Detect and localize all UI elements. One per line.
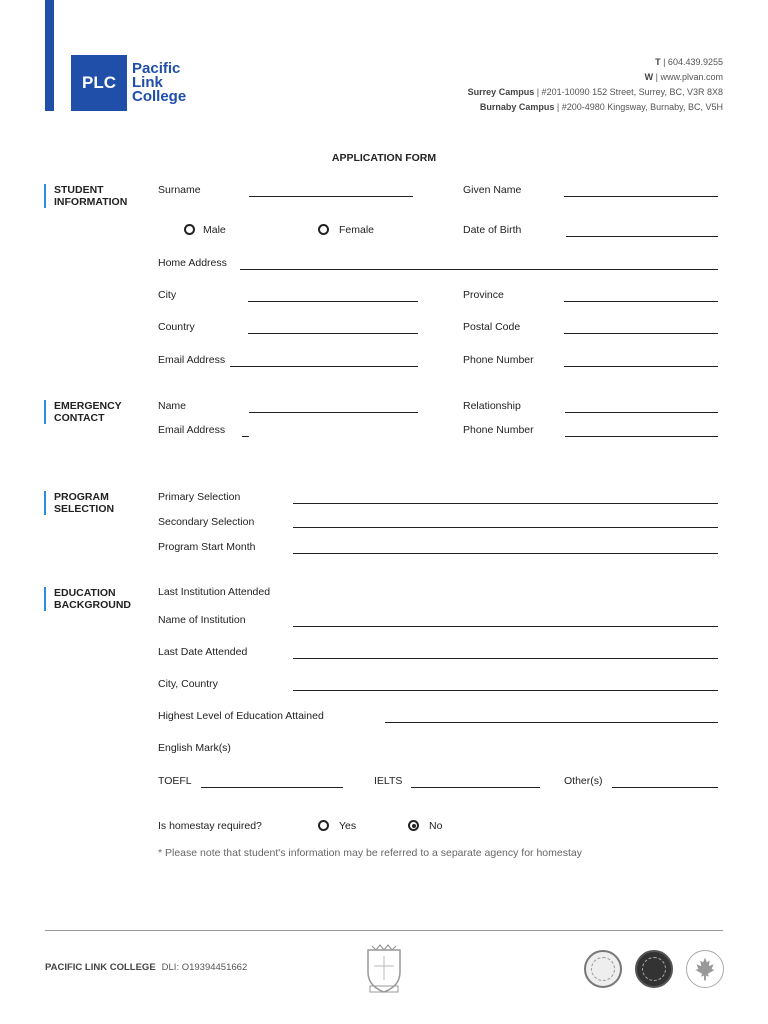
section-title-line2: CONTACT: [54, 412, 105, 424]
surrey-label: Surrey Campus: [467, 87, 535, 97]
female-radio[interactable]: [318, 224, 329, 235]
section-title-line2: INFORMATION: [54, 196, 128, 208]
footer-college-name: PACIFIC LINK COLLEGE: [45, 962, 156, 973]
primary-selection-label: Primary Selection: [158, 491, 241, 503]
phone-line: [468, 55, 723, 70]
section-education-background: [44, 587, 144, 611]
province-field[interactable]: [564, 289, 718, 302]
contact-block: [468, 55, 723, 115]
web-line: [468, 70, 723, 85]
logo-line-3: College: [132, 88, 187, 105]
web-value: | www.plvan.com: [655, 72, 723, 82]
last-date-label: Last Date Attended: [158, 646, 248, 658]
section-title-line1: EMERGENCY: [54, 400, 122, 412]
footer-dli: DLI: O19394451662: [161, 962, 248, 973]
relationship-field[interactable]: [565, 400, 718, 413]
highest-level-field[interactable]: [385, 710, 718, 723]
dob-field[interactable]: [566, 224, 718, 237]
phone-label: T: [655, 57, 661, 67]
form-title: APPLICATION FORM: [331, 152, 437, 164]
english-marks-label: English Mark(s): [158, 742, 231, 754]
female-label: Female: [339, 224, 375, 236]
given-name-field[interactable]: [564, 184, 718, 197]
emergency-name-label: Name: [158, 400, 187, 412]
home-address-field[interactable]: [240, 257, 718, 270]
male-label: Male: [203, 224, 226, 236]
logo-line-1: Pacific: [132, 60, 181, 77]
footer-college-info: [45, 962, 247, 973]
city-country-field[interactable]: [293, 678, 718, 691]
postal-code-label: Postal Code: [463, 321, 521, 333]
burnaby-line: [468, 100, 723, 115]
homestay-yes-radio[interactable]: [318, 820, 329, 831]
highest-level-label: Highest Level of Education Attained: [158, 710, 324, 722]
start-month-field[interactable]: [293, 541, 718, 554]
logo-abbr: PLC: [71, 55, 127, 111]
toefl-field[interactable]: [201, 775, 343, 788]
dob-label: Date of Birth: [463, 224, 522, 236]
canada-maple-leaf-icon: [686, 950, 724, 988]
seal-ring: [642, 957, 666, 981]
city-country-label: City, Country: [158, 678, 218, 690]
burnaby-label: Burnaby Campus: [479, 102, 555, 112]
city-label: City: [158, 289, 177, 301]
surrey-line: [468, 85, 723, 100]
section-title-line2: SELECTION: [54, 503, 115, 515]
section-program-selection: [44, 491, 144, 515]
relationship-label: Relationship: [463, 400, 521, 412]
others-field[interactable]: [612, 775, 718, 788]
email-field[interactable]: [230, 354, 418, 367]
homestay-yes-label: Yes: [339, 820, 357, 832]
province-label: Province: [463, 289, 504, 301]
country-field[interactable]: [248, 321, 418, 334]
burnaby-address: | #200-4980 Kingsway, Burnaby, BC, V5H: [556, 102, 723, 112]
ielts-field[interactable]: [411, 775, 540, 788]
institution-name-field[interactable]: [293, 614, 718, 627]
section-student-information: [44, 184, 144, 208]
emergency-email-field[interactable]: [242, 424, 249, 437]
last-institution-label: Last Institution Attended: [158, 586, 271, 598]
postal-code-field[interactable]: [564, 321, 718, 334]
web-label: W: [644, 72, 654, 82]
footer-divider: [45, 930, 723, 931]
college-logo: [71, 55, 186, 111]
emergency-email-label: Email Address: [158, 424, 226, 436]
start-month-label: Program Start Month: [158, 541, 256, 553]
secondary-selection-label: Secondary Selection: [158, 516, 255, 528]
college-crest-icon: [362, 942, 406, 994]
homestay-note: * Please note that student's information may be referred to a separate agency for homestay: [158, 847, 582, 859]
section-title-line1: EDUCATION: [54, 587, 116, 599]
phone-number-label: Phone Number: [463, 354, 534, 366]
section-emergency-contact: [44, 400, 144, 424]
phone-value: | 604.439.9255: [663, 57, 723, 67]
emergency-phone-field[interactable]: [565, 424, 718, 437]
emergency-phone-label: Phone Number: [463, 424, 534, 436]
institution-name-label: Name of Institution: [158, 614, 246, 626]
given-name-label: Given Name: [463, 184, 522, 196]
homestay-no-radio[interactable]: [408, 820, 419, 831]
section-title-line2: BACKGROUND: [54, 599, 131, 611]
section-title-line1: STUDENT: [54, 184, 104, 196]
surname-label: Surname: [158, 184, 201, 196]
country-label: Country: [158, 321, 195, 333]
section-title-line1: PROGRAM: [54, 491, 109, 503]
primary-selection-field[interactable]: [293, 491, 718, 504]
emergency-name-field[interactable]: [249, 400, 418, 413]
email-label: Email Address: [158, 354, 226, 366]
seal-ring: [591, 957, 615, 981]
partner-seal-icon: [635, 950, 673, 988]
ielts-label: IELTS: [374, 775, 403, 787]
logo-line-2: Link: [132, 74, 163, 91]
homestay-question: Is homestay required?: [158, 820, 262, 832]
accreditation-seal-icon: [584, 950, 622, 988]
logo-wordmark: [132, 62, 186, 104]
brand-bar: [45, 0, 54, 111]
homestay-no-label: No: [429, 820, 443, 832]
toefl-label: TOEFL: [158, 775, 192, 787]
male-radio[interactable]: [184, 224, 195, 235]
others-label: Other(s): [564, 775, 603, 787]
secondary-selection-field[interactable]: [293, 515, 718, 528]
surname-field[interactable]: [249, 184, 413, 197]
surrey-address: | #201-10090 152 Street, Surrey, BC, V3R 8X8: [536, 87, 723, 97]
home-address-label: Home Address: [158, 257, 227, 269]
maple-leaf-icon: [687, 951, 723, 987]
city-field[interactable]: [248, 289, 418, 302]
phone-number-field[interactable]: [564, 354, 718, 367]
last-date-field[interactable]: [293, 646, 718, 659]
